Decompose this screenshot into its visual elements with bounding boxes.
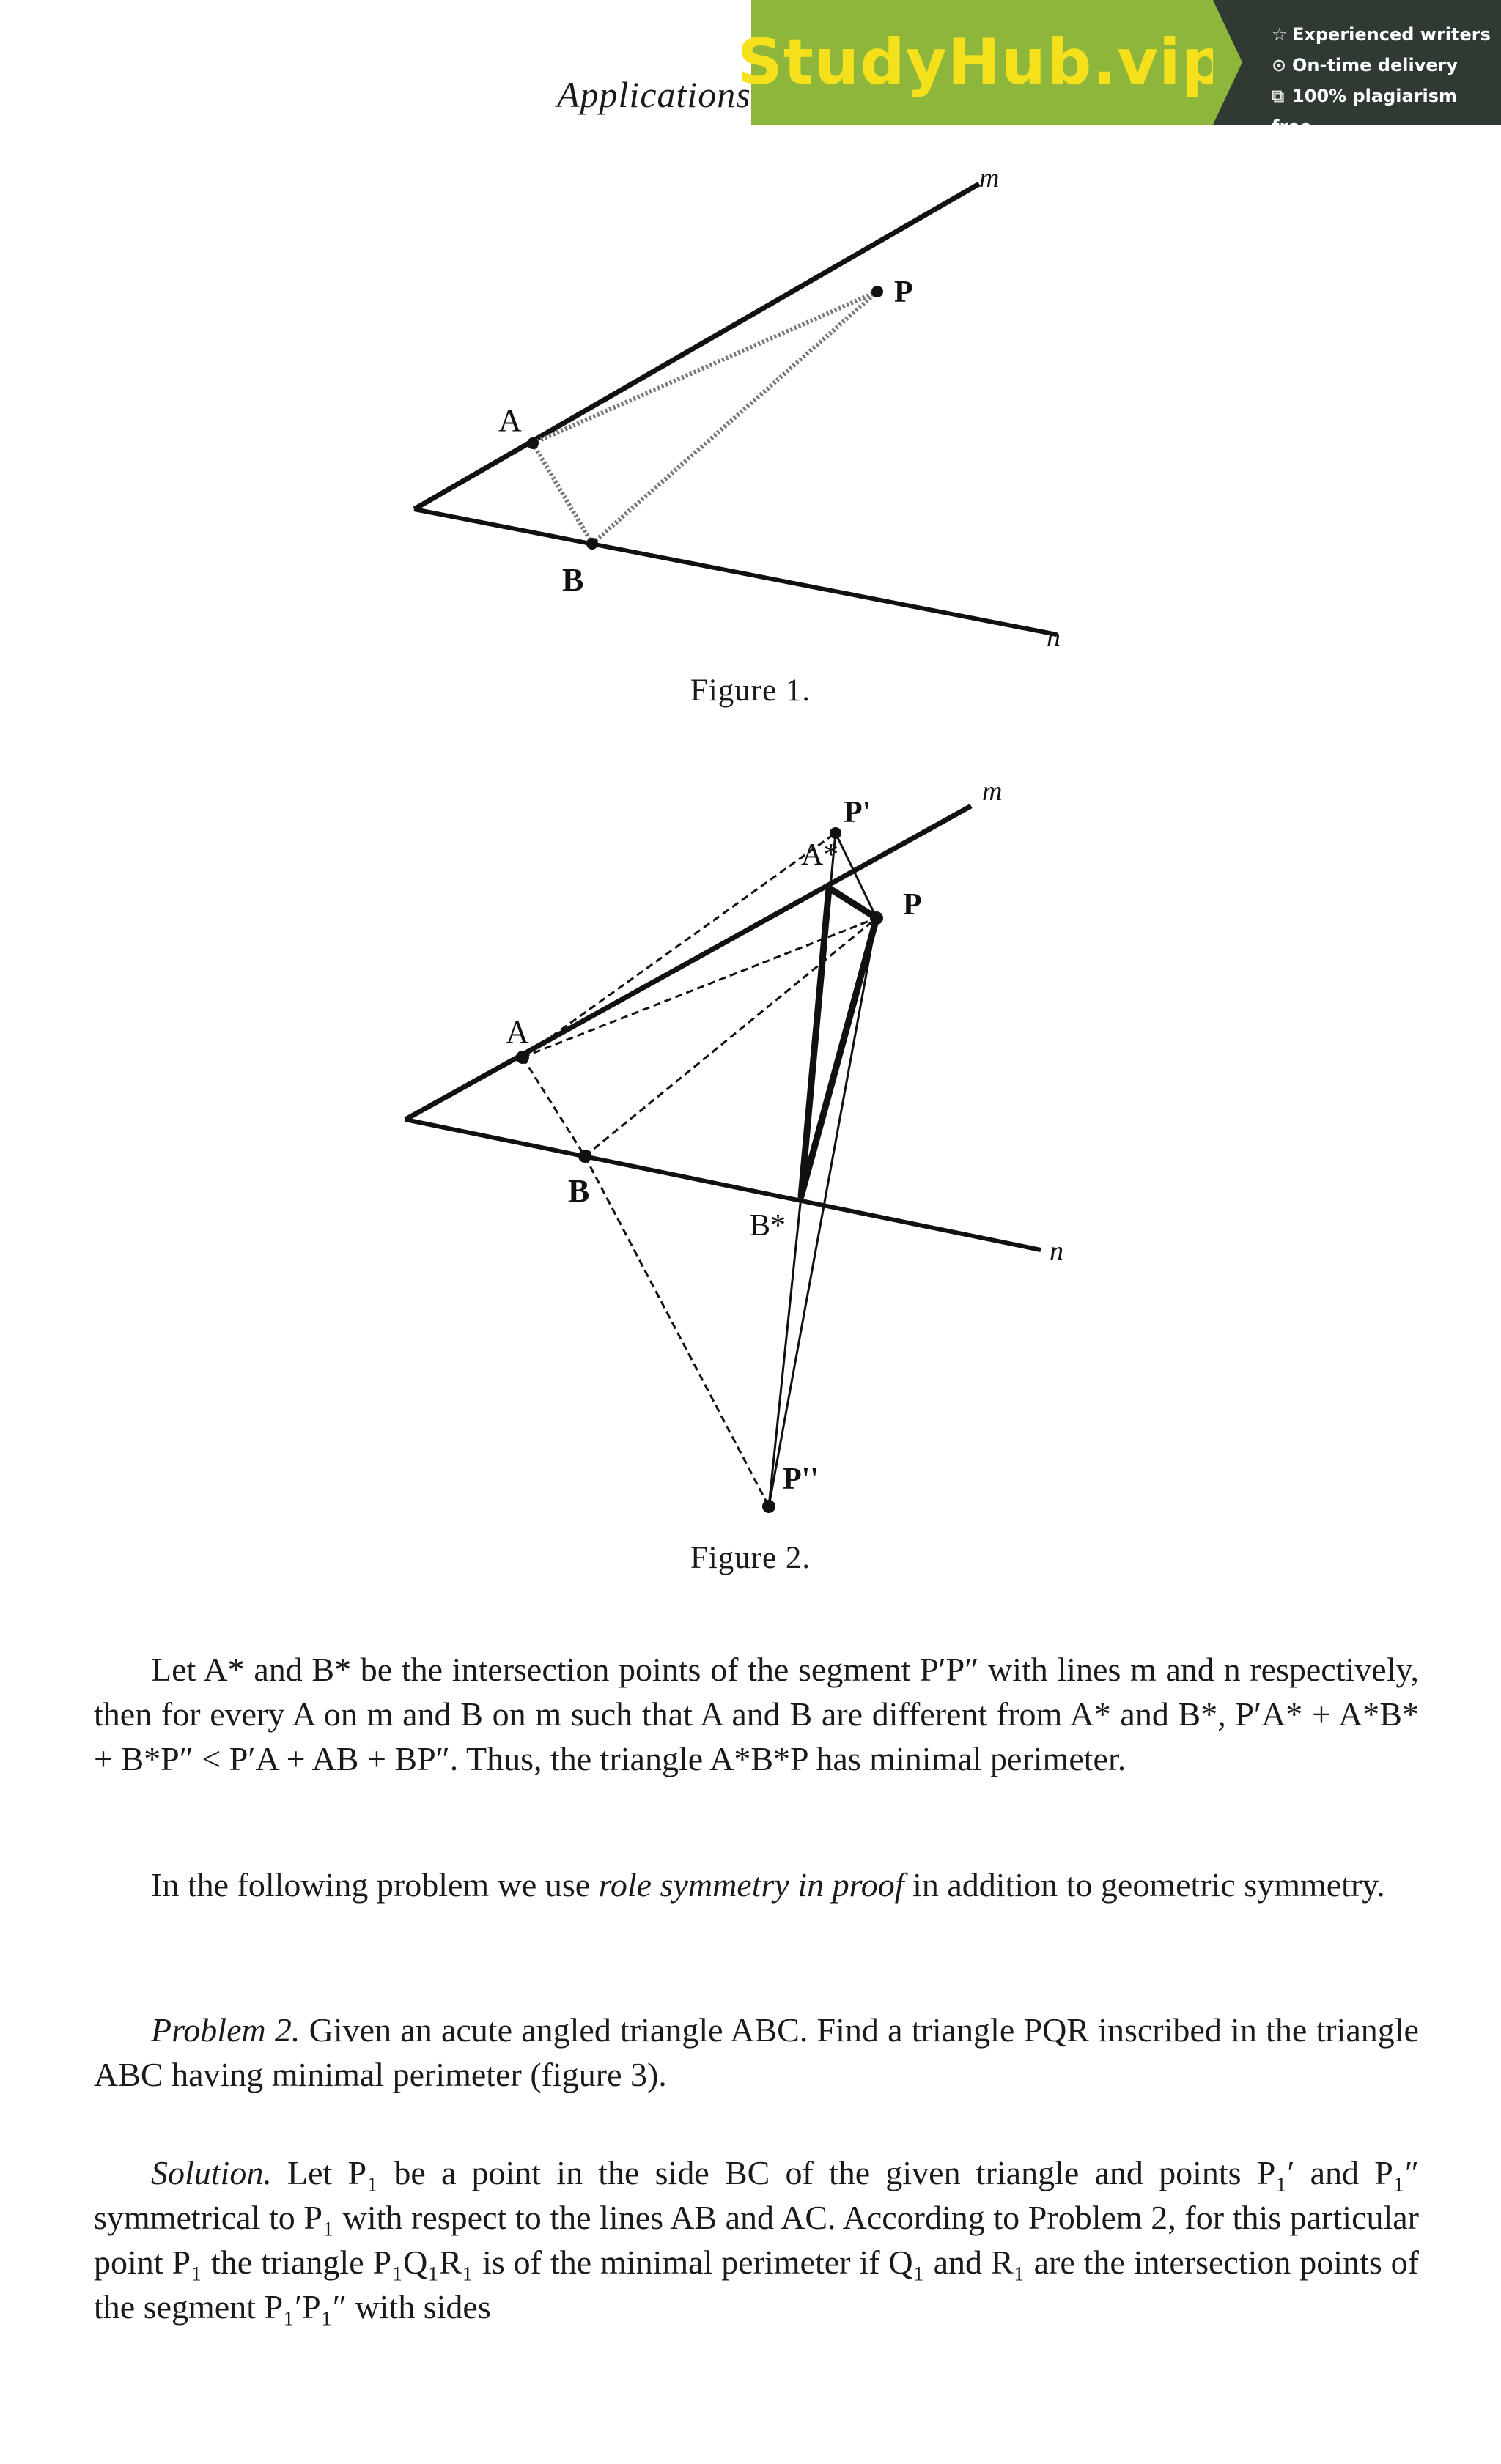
label-a: A bbox=[498, 402, 522, 438]
paragraph-proof bbox=[94, 1647, 1419, 1781]
copy-icon: ⧉ bbox=[1272, 86, 1285, 106]
point-p bbox=[870, 911, 883, 925]
feature-label: Experienced writers bbox=[1292, 24, 1491, 45]
point-p bbox=[871, 286, 883, 297]
problem-label: Problem 2. bbox=[151, 2011, 300, 2049]
segment-a-pprime bbox=[523, 833, 839, 1057]
paragraph-text: In the following problem we use role symmetry in proof in addition to geometric symmetry. bbox=[151, 1866, 1385, 1904]
line-n bbox=[414, 509, 1057, 635]
figure-2-diagram bbox=[0, 733, 1501, 1597]
point-b bbox=[586, 538, 598, 550]
paragraph-text: Problem 2. Given an acute angled triangle ABC. Find a triangle PQR inscribed in the triangle ABC having minimal perimeter (figure 3). bbox=[94, 2011, 1419, 2093]
line-n bbox=[405, 1120, 1041, 1250]
point-pdouble bbox=[762, 1500, 775, 1513]
figure-2 bbox=[0, 733, 1501, 1597]
feature-label: On-time delivery bbox=[1292, 55, 1458, 75]
line-m bbox=[414, 184, 979, 509]
point-a bbox=[516, 1051, 529, 1064]
label-p: P bbox=[903, 888, 922, 922]
paragraph-role-symmetry bbox=[94, 1862, 1419, 1907]
minimal-triangle bbox=[801, 888, 877, 1196]
label-pdouble: P'' bbox=[783, 1462, 819, 1496]
clock-icon: ⊙ bbox=[1272, 55, 1287, 75]
segment-b-p bbox=[585, 918, 877, 1156]
segment-ab bbox=[533, 443, 592, 544]
label-b: B bbox=[562, 562, 584, 598]
label-m: m bbox=[979, 163, 1000, 193]
logo-text: StudyHub.vip bbox=[737, 26, 1228, 99]
label-m: m bbox=[982, 776, 1003, 807]
paragraph-solution bbox=[94, 2150, 1419, 2329]
label-pprime: P' bbox=[844, 796, 871, 829]
figure-1 bbox=[0, 0, 1501, 733]
point-b bbox=[578, 1150, 591, 1163]
solution-label: Solution. bbox=[151, 2154, 272, 2191]
emphasis-text: role symmetry in proof bbox=[598, 1866, 904, 1904]
point-pprime bbox=[830, 827, 841, 839]
figure-2-caption: Figure 2. bbox=[690, 1541, 811, 1575]
star-icon: ☆ bbox=[1272, 24, 1288, 45]
figure-1-caption: Figure 1. bbox=[690, 673, 811, 708]
paragraph-text: Solution. Let P₁ be a point in the side BC of the given triangle and points P₁′ and P₁″ symmetrical to P₁ with respect to the lines AB and AC. According to Problem 2, for this particular point P₁ the triangle P₁Q₁R₁ is of the minimal perimeter if Q₁ and R₁ are the intersection points of the segment P₁′P₁″ with sides bbox=[94, 2154, 1419, 2326]
label-bstar: B* bbox=[750, 1209, 786, 1243]
segment-b-pdouble bbox=[585, 1156, 769, 1506]
label-a: A bbox=[506, 1014, 529, 1050]
point-a bbox=[527, 437, 539, 449]
figure-1-diagram bbox=[0, 0, 1501, 733]
feature-label: 100% plagiarism free bbox=[1272, 86, 1458, 137]
label-b: B bbox=[568, 1173, 590, 1209]
paragraph-text: Let A* and B* be the intersection points of the segment P′P″ with lines m and n respectively, then for every A on m and B on m such that A and B are different from A* and B*, P′A* + A*B* + B*P″ < P′A + AB + BP″. Thus, the triangle A*B*P has minimal perimeter. bbox=[94, 1651, 1419, 1777]
label-n: n bbox=[1050, 1236, 1063, 1267]
segment-a-b bbox=[523, 1057, 585, 1156]
label-astar: A* bbox=[801, 838, 839, 872]
segment-pb bbox=[592, 292, 877, 544]
label-n: n bbox=[1047, 622, 1061, 653]
segment-ap bbox=[533, 292, 877, 443]
running-title: Applications bbox=[557, 74, 751, 115]
paragraph-problem-2 bbox=[94, 2008, 1419, 2097]
label-p: P bbox=[894, 275, 913, 309]
